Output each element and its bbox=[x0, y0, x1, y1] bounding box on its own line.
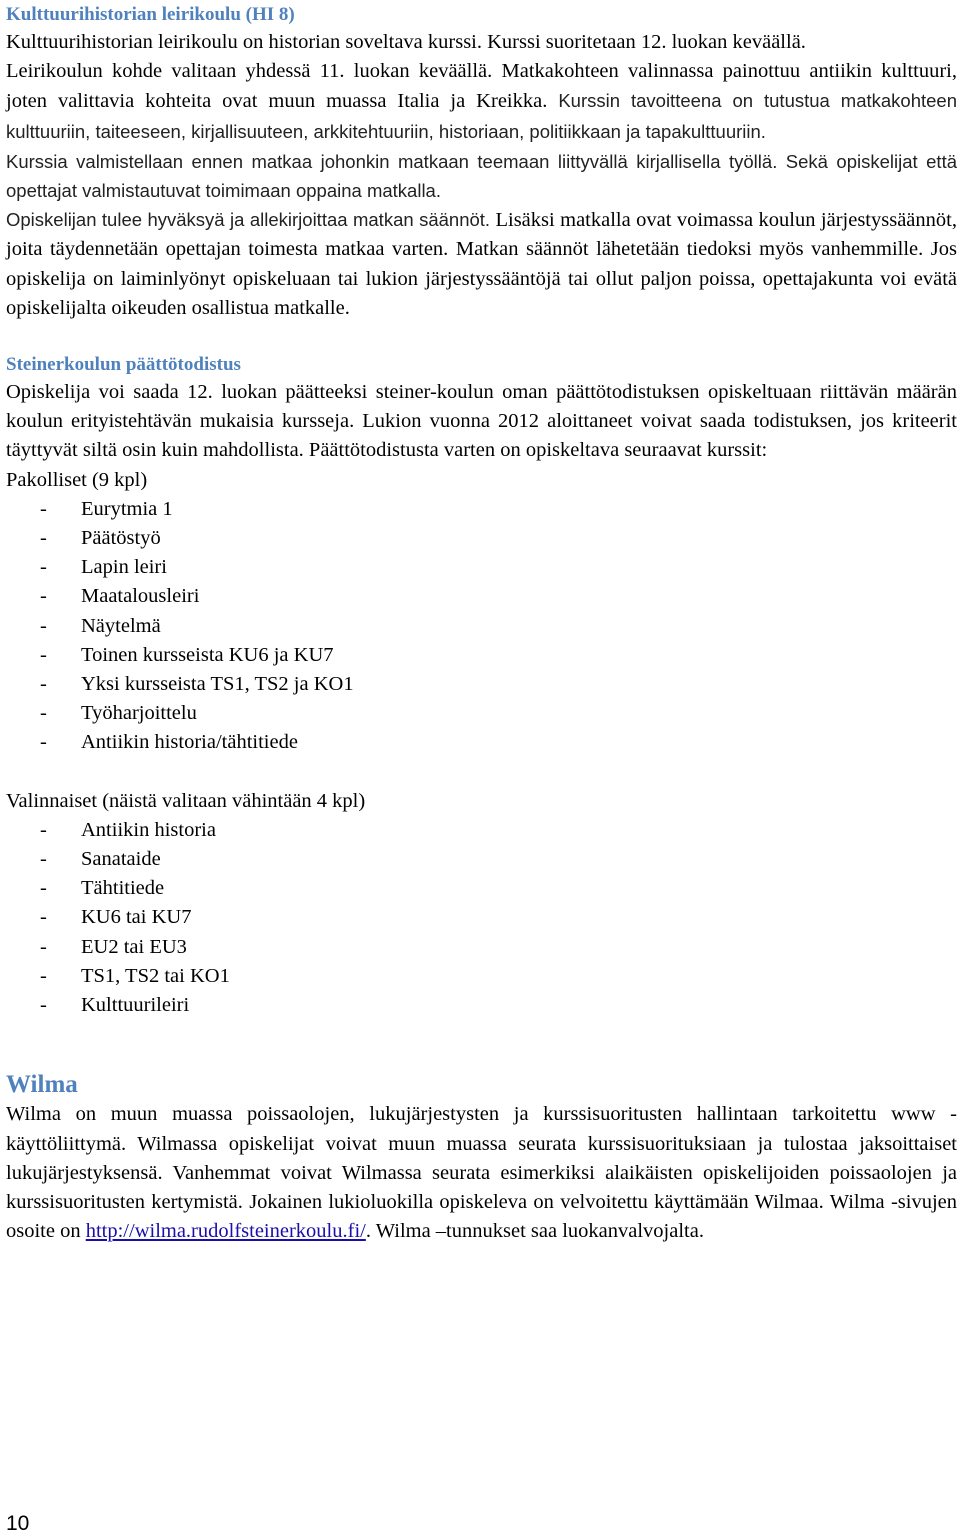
list-item: - Tähtitiede bbox=[40, 877, 165, 900]
section-heading-wilma: Wilma bbox=[6, 1071, 78, 1099]
list-item: - Sanataide bbox=[40, 848, 161, 871]
page-number: 10 bbox=[6, 1512, 30, 1535]
list-item: - EU2 tai EU3 bbox=[40, 935, 187, 958]
course-goal-text: Kurssin tavoitteena on tutustua matkakohteen kulttuuriin, taiteeseen, kirjallisuuteen, arkkitehtuuriin, historiaan, politiikkaan ja tapakulttuuriin. bbox=[6, 90, 958, 142]
list-item: - Antiikin historia bbox=[40, 818, 216, 841]
paragraph-certificate-info: Opiskelija voi saada 12. luokan päätteeksi steiner-koulun oman päättötodistuksen opiskeltuaan riittävän määrän koulun erityistehtävän mukaisia kursseja. Lukion vuonna 2012 aloittaneet voivat saada todistuksen, jos kriteerit täyttyvät siltä osin kuin mahdollista. Päättötodistusta varten on opiskeltava seuraavat kurssit: bbox=[6, 381, 957, 462]
mandatory-courses-list bbox=[6, 495, 957, 758]
list-item: - Yksi kursseista TS1, TS2 ja KO1 bbox=[40, 673, 354, 696]
list-item: - KU6 tai KU7 bbox=[40, 906, 192, 929]
list-item: - TS1, TS2 tai KO1 bbox=[40, 964, 230, 987]
optional-courses-title: Valinnaiset (näistä valitaan vähintään 4 kpl) bbox=[6, 789, 366, 812]
list-item: - Antiikin historia/tähtitiede bbox=[40, 731, 298, 754]
rules-detail-text: Lisäksi matkalla ovat voimassa koulun järjestyssäännöt, joita täydennetään opettajan toimesta matkaa varten. Matkan säännöt lähetetään tiedoksi myös vanhemmille. Jos opiskelija on laiminlyönyt opiskeluaan tai lukion järjestyssääntöjä tai ollut paljon poissa, opettajakunta voi evätä opiskelijalta oikeuden osallistua matkalle. bbox=[6, 209, 957, 319]
list-item: - Näytelmä bbox=[40, 614, 161, 637]
paragraph-wilma-info: Wilma on muun muassa poissaolojen, lukujärjestysten ja kurssisuoritusten hallintaan tarkoitettu www -käyttöliittymä. Wilmassa opiskelijat voivat muun muassa seurata kurssisuorituksiaan ja tulostaa jaksoittaiset lukujärjestyksensä. Vanhemmat voivat Wilmassa seurata esimerkiksi alaikäisten opiskelijoiden poissaolojen ja kurssisuoritusten kertymistä. Jokainen lukioluokilla opiskeleva on velvoitettu käyttämään Wilmaa. Wilma -sivujen osoite on http://wilma.rudolfsteinerkoulu.fi/. Wilma –tunnukset saa luokanvalvojalta. bbox=[6, 1103, 957, 1243]
destination-text: Leirikoulun kohde valitaan yhdessä 11. luokan keväällä. Matkakohteen valinnassa painottuu antiikin kulttuuri, joten valittavia kohteita ovat muun muassa Italia ja Kreikka. bbox=[6, 60, 957, 113]
list-item: - Lapin leiri bbox=[40, 556, 167, 579]
list-item: - Maatalousleiri bbox=[40, 585, 200, 608]
list-item: - Kulttuurileiri bbox=[40, 994, 190, 1017]
optional-courses-list bbox=[6, 816, 957, 1020]
paragraph-preparation: Kurssia valmistellaan ennen matkaa johonkin matkaan teemaan liittyvällä kirjallisella työllä. Sekä opiskelijat että opettajat valmistautuvat toimimaan oppaina matkalla. bbox=[6, 150, 957, 202]
list-item: - Päätöstyö bbox=[40, 527, 161, 550]
list-item: - Eurytmia 1 bbox=[40, 497, 173, 520]
list-item: - Toinen kursseista KU6 ja KU7 bbox=[40, 643, 334, 666]
paragraph-destination bbox=[6, 57, 957, 147]
document-page bbox=[6, 2, 957, 1246]
section-heading-cultural-history-camp: Kulttuurihistorian leirikoulu (HI 8) bbox=[6, 4, 295, 25]
mandatory-courses-title: Pakolliset (9 kpl) bbox=[6, 468, 148, 491]
wilma-link[interactable]: http://wilma.rudolfsteinerkoulu.fi/ bbox=[85, 1220, 366, 1243]
list-item: - Työharjoittelu bbox=[40, 702, 197, 725]
rules-accept-text: Opiskelijan tulee hyväksyä ja allekirjoittaa matkan säännöt. bbox=[6, 209, 491, 231]
section-heading-steiner-certificate: Steinerkoulun päättötodistus bbox=[6, 354, 241, 376]
paragraph-rules bbox=[6, 205, 957, 323]
paragraph-course-intro: Kulttuurihistorian leirikoulu on historian soveltava kurssi. Kurssi suoritetaan 12. luokan keväällä. bbox=[6, 31, 806, 53]
